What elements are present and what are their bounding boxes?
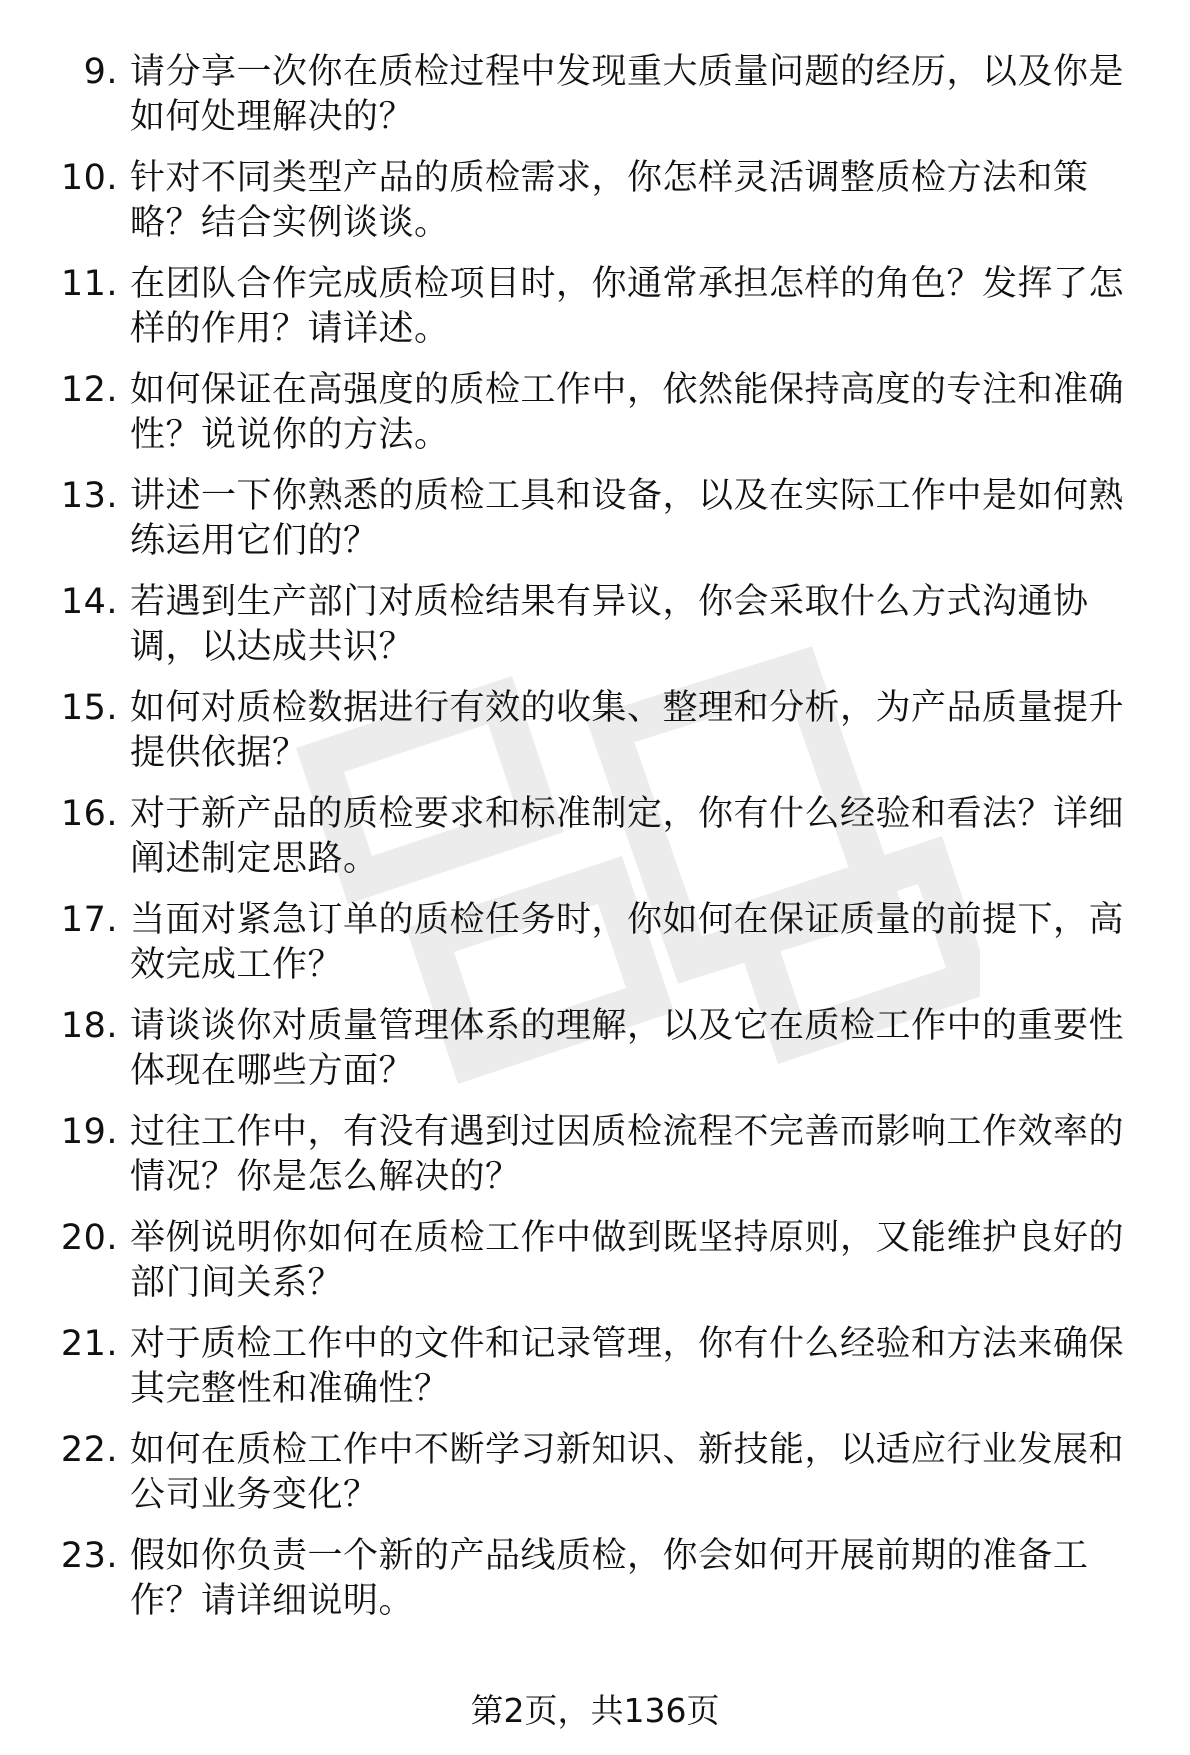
question-item-20 [58, 1216, 1148, 1306]
question-text: 请分享一次你在质检过程中发现重大质量问题的经历，以及你是如何处理解决的？ [130, 52, 1125, 137]
question-item-17 [58, 898, 1148, 988]
question-text: 对于新产品的质检要求和标准制定，你有什么经验和看法？详细阐述制定思路。 [130, 794, 1125, 879]
page-footer: 第2页，共136页 [470, 1691, 720, 1730]
question-number: 11. [60, 264, 118, 304]
question-text: 讲述一下你熟悉的质检工具和设备，以及在实际工作中是如何熟练运用它们的？ [130, 476, 1125, 561]
question-item-21 [58, 1322, 1148, 1412]
question-item-19 [58, 1110, 1148, 1200]
question-text: 假如你负责一个新的产品线质检，你会如何开展前期的准备工作？请详细说明。 [130, 1536, 1089, 1621]
question-text: 在团队合作完成质检项目时，你通常承担怎样的角色？发挥了怎样的作用？请详述。 [130, 264, 1125, 349]
question-number: 14. [60, 582, 118, 622]
question-text: 过往工作中，有没有遇到过因质检流程不完善而影响工作效率的情况？你是怎么解决的？ [130, 1112, 1125, 1197]
question-number: 19. [60, 1112, 118, 1152]
question-text: 请谈谈你对质量管理体系的理解，以及它在质检工作中的重要性体现在哪些方面？ [130, 1006, 1125, 1091]
question-text: 如何对质检数据进行有效的收集、整理和分析，为产品质量提升提供依据？ [130, 688, 1125, 773]
question-number: 16. [60, 794, 118, 834]
question-item-9 [58, 50, 1148, 140]
question-number: 12. [60, 370, 118, 410]
question-text: 针对不同类型产品的质检需求，你怎样灵活调整质检方法和策略？结合实例谈谈。 [130, 158, 1089, 243]
question-text: 若遇到生产部门对质检结果有异议，你会采取什么方式沟通协调，以达成共识？ [130, 582, 1089, 667]
question-number: 21. [60, 1324, 118, 1364]
question-item-15 [58, 686, 1148, 776]
question-text: 如何在质检工作中不断学习新知识、新技能，以适应行业发展和公司业务变化？ [130, 1430, 1125, 1515]
question-number: 13. [60, 476, 118, 516]
question-text: 举例说明你如何在质检工作中做到既坚持原则，又能维护良好的部门间关系？ [130, 1218, 1125, 1303]
question-number: 10. [60, 158, 118, 198]
question-item-13 [58, 474, 1148, 564]
question-number: 18. [60, 1006, 118, 1046]
question-number: 9. [83, 52, 118, 92]
question-list [58, 50, 1148, 1640]
question-number: 22. [60, 1430, 118, 1470]
question-item-10 [58, 156, 1148, 246]
question-number: 17. [60, 900, 118, 940]
question-number: 20. [60, 1218, 118, 1258]
question-number: 15. [60, 688, 118, 728]
question-text: 当面对紧急订单的质检任务时，你如何在保证质量的前提下，高效完成工作？ [130, 900, 1125, 985]
question-item-11 [58, 262, 1148, 352]
question-item-22 [58, 1428, 1148, 1518]
question-item-12 [58, 368, 1148, 458]
question-text: 如何保证在高强度的质检工作中，依然能保持高度的专注和准确性？说说你的方法。 [130, 370, 1125, 455]
question-item-18 [58, 1004, 1148, 1094]
question-item-16 [58, 792, 1148, 882]
question-item-23 [58, 1534, 1148, 1624]
question-number: 23. [60, 1536, 118, 1576]
question-text: 对于质检工作中的文件和记录管理，你有什么经验和方法来确保其完整性和准确性？ [130, 1324, 1125, 1409]
question-item-14 [58, 580, 1148, 670]
